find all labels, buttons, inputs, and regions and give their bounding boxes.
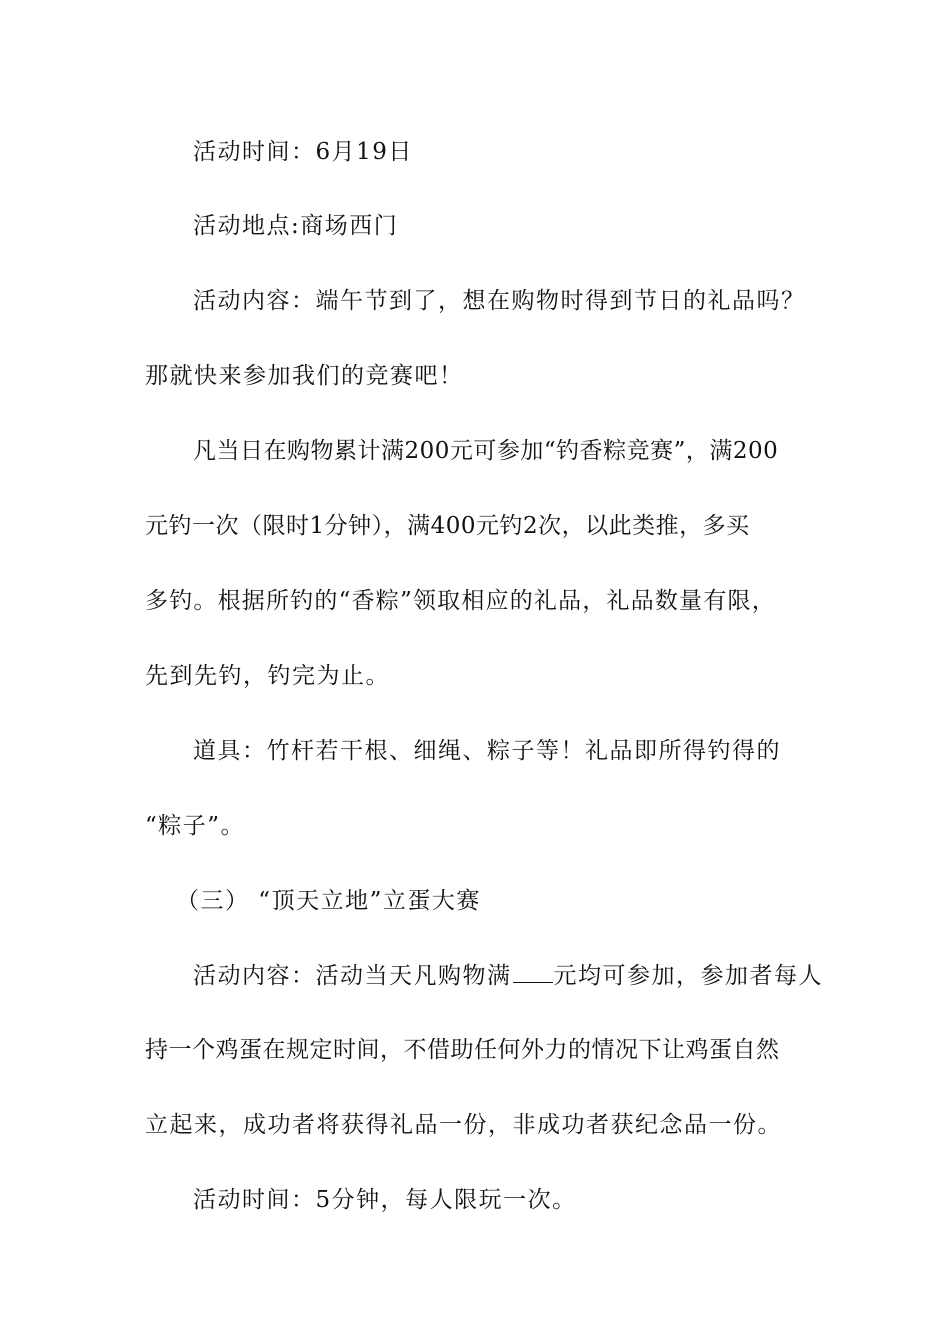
activity-content-line: 活动内容：端午节到了，想在购物时得到节日的礼品吗？ (193, 288, 806, 314)
rules-line-4: 先到先钓，钓完为止。 (145, 663, 390, 689)
paragraph-continuation: 那就快来参加我们的竞赛吧！ (145, 363, 464, 389)
rules-line-2: 元钓一次（限时1分钟），满400元钓2次，以此类推，多买 (145, 513, 750, 539)
props-line-1: 道具：竹杆若干根、细绳、粽子等！礼品即所得钓得的 (193, 738, 781, 764)
rules-line-3: 多钓。根据所钓的“香粽”领取相应的礼品，礼品数量有限， (145, 588, 776, 614)
fill-in-blank (513, 960, 553, 983)
egg-content-suffix: 元均可参加，参加者每人 (553, 963, 823, 989)
rules-line-1: 凡当日在购物累计满200元可参加“钓香粽竞赛”，满200 (193, 438, 779, 464)
props-line-2: “粽子”。 (145, 813, 246, 839)
egg-time-line: 活动时间：5分钟，每人限玩一次。 (193, 1187, 577, 1213)
section-heading: （三） “顶天立地”立蛋大赛 (176, 888, 481, 914)
activity-location-line: 活动地点:商场西门 (193, 213, 399, 239)
egg-content-prefix: 活动内容：活动当天凡购物满 (193, 963, 512, 989)
egg-content-line-1 (0, 956, 950, 996)
egg-content-line-2: 持一个鸡蛋在规定时间，不借助任何外力的情况下让鸡蛋自然 (145, 1037, 780, 1063)
egg-content-line-3: 立起来，成功者将获得礼品一份，非成功者获纪念品一份。 (145, 1112, 782, 1138)
activity-time-line: 活动时间：6月19日 (193, 139, 413, 165)
